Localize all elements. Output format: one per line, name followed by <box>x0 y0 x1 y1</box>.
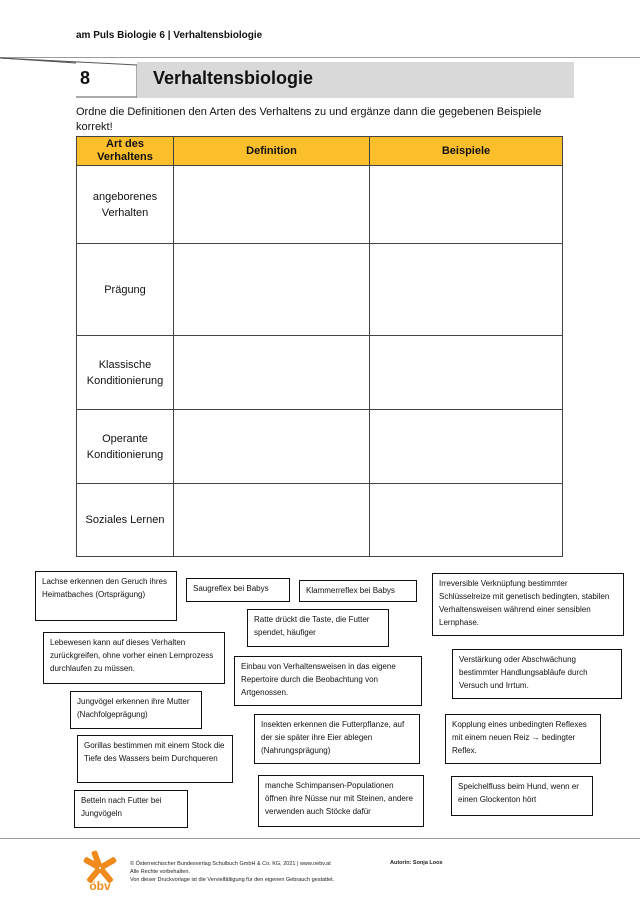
examples-cell[interactable] <box>370 484 563 557</box>
table-row <box>77 484 563 557</box>
chapter-title: Verhaltensbiologie <box>153 68 314 88</box>
examples-cell[interactable] <box>370 166 563 244</box>
card-soziales-lernen-definition[interactable]: Einbau von Verhaltensweisen in das eigene Repertoire durch die Beobachtung von Artgenossen. <box>234 656 422 706</box>
card-speichelfluss[interactable]: Speichelfluss beim Hund, wenn er einen Glockenton hört <box>451 776 593 816</box>
footer-copyright <box>130 860 390 884</box>
footer-divider <box>0 838 640 839</box>
card-saugreflex[interactable]: Saugreflex bei Babys <box>186 578 290 602</box>
copyright-line: © Österreichischer Bundesverlag Schulbuch GmbH & Co. KG, 2021 | www.oebv.at <box>130 861 331 867</box>
card-klassisch-definition[interactable]: Kopplung eines unbedingten Reflexes mit einem neuen Reiz → bedingter Reflex. <box>445 714 601 764</box>
matching-table <box>76 136 563 557</box>
definition-cell[interactable] <box>174 484 370 557</box>
card-angeboren-definition[interactable]: Lebewesen kann auf dieses Verhalten zurückgreifen, ohne vorher einen Lernprozess durchlaufen zu müssen. <box>43 632 225 684</box>
examples-cell[interactable] <box>370 410 563 484</box>
card-jungvoegel[interactable]: Jungvögel erkennen ihre Mutter (Nachfolgeprägung) <box>70 691 202 729</box>
card-betteln[interactable]: Betteln nach Futter bei Jungvögeln <box>74 790 188 828</box>
card-ratte[interactable]: Ratte drückt die Taste, die Futter spendet, häufiger <box>247 609 389 647</box>
table-row <box>77 244 563 336</box>
footer-author: Autorin: Sonja Loos <box>390 860 443 866</box>
row-label: Prägung <box>77 244 174 336</box>
header-art: Art des Verhaltens <box>77 137 174 166</box>
svg-text:öbv: öbv <box>89 879 111 893</box>
table-header-row <box>77 137 563 166</box>
row-label: angeborenes Verhalten <box>77 166 174 244</box>
table-row <box>77 166 563 244</box>
examples-cell[interactable] <box>370 336 563 410</box>
row-label: Operante Konditionierung <box>77 410 174 484</box>
definition-cell[interactable] <box>174 336 370 410</box>
card-schimpansen[interactable]: manche Schimpansen-Populationen öffnen ihre Nüsse nur mit Steinen, andere verwenden auch Stöcke dafür <box>258 775 424 827</box>
examples-cell[interactable] <box>370 244 563 336</box>
card-klammerreflex[interactable]: Klammerreflex bei Babys <box>299 580 417 602</box>
definition-cell[interactable] <box>174 244 370 336</box>
card-praegung-definition[interactable]: Irreversible Verknüpfung bestimmter Schlüsselreize mit genetisch bedingten, stabilen Verhaltensweisen während einer sensiblen Lernphase. <box>432 573 624 636</box>
card-gorillas[interactable]: Gorillas bestimmen mit einem Stock die Tiefe des Wassers beim Durchqueren <box>77 735 233 783</box>
row-label: Klassische Konditionierung <box>77 336 174 410</box>
table-row <box>77 336 563 410</box>
page-header: am Puls Biologie 6 | Verhaltensbiologie <box>76 30 263 41</box>
definition-cell[interactable] <box>174 410 370 484</box>
header-definition: Definition <box>174 137 370 166</box>
card-operant-definition[interactable]: Verstärkung oder Abschwächung bestimmter Handlungsabläufe durch Versuch und Irrtum. <box>452 649 622 699</box>
chapter-number: 8 <box>80 68 91 88</box>
card-lachse[interactable]: Lachse erkennen den Geruch ihres Heimatbaches (Ortsprägung) <box>35 571 177 621</box>
definition-cell[interactable] <box>174 166 370 244</box>
reproduction-line: Von dieser Druckvorlage ist die Vervielfältigung für den eigenen Gebrauch gestattet. <box>130 877 335 883</box>
table-row <box>77 410 563 484</box>
header-beispiele: Beispiele <box>370 137 563 166</box>
card-insekten[interactable]: Insekten erkennen die Futterpflanze, auf der sie später ihre Eier ablegen (Nahrungsprägung) <box>254 714 420 764</box>
task-instruction: Ordne die Definitionen den Arten des Verhaltens zu und ergänze dann die gegebenen Beispiele korrekt! <box>76 106 542 133</box>
oebv-logo <box>78 848 122 894</box>
rights-line: Alle Rechte vorbehalten. <box>130 869 190 875</box>
row-label: Soziales Lernen <box>77 484 174 557</box>
